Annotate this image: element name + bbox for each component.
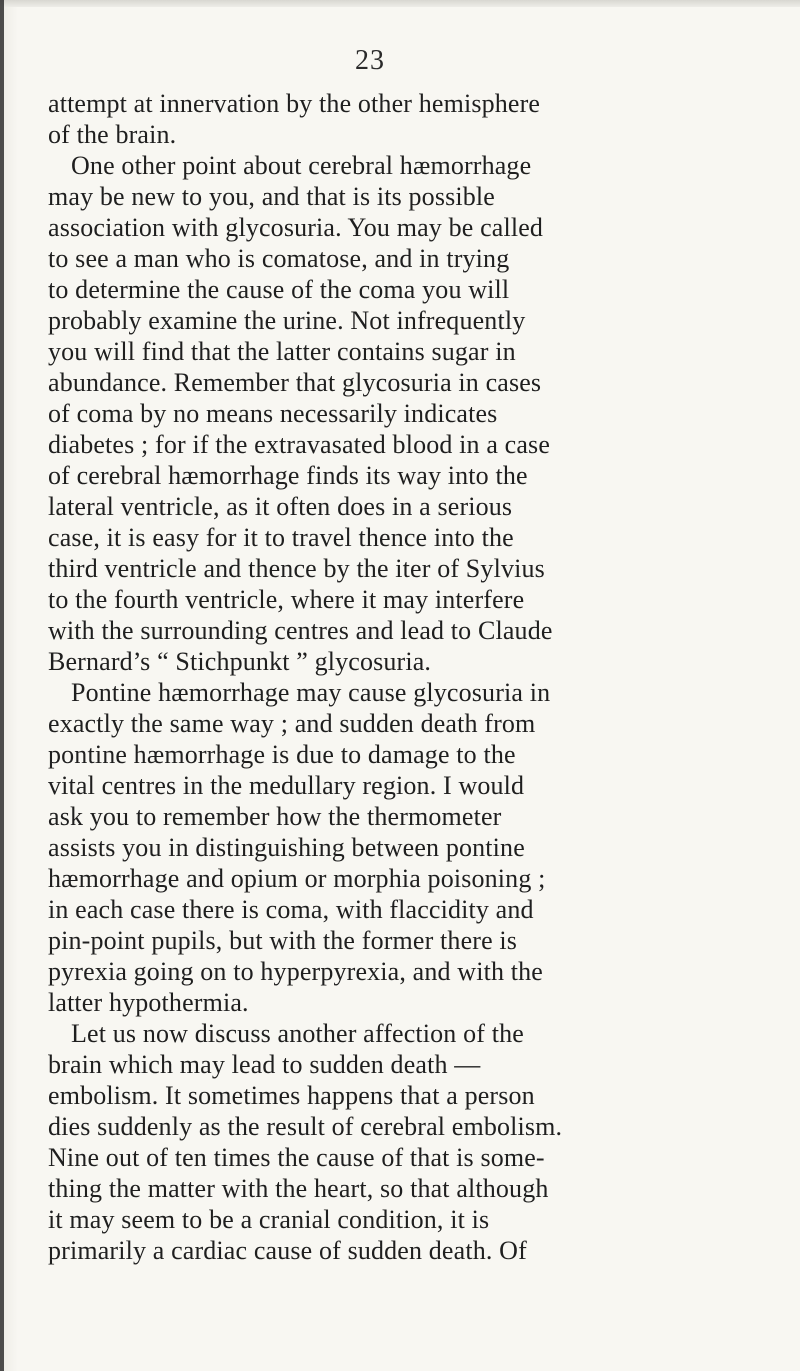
text-line: primarily a cardiac cause of sudden death. Of [48,1236,527,1265]
text-line: assists you in distinguishing between pontine [48,833,525,862]
text-line: may be new to you, and that is its possible [48,182,495,211]
text-line: attempt at innervation by the other hemisphere [48,89,541,118]
text-line: latter hypothermia. [48,988,249,1017]
text-line: lateral ventricle, as it often does in a serious [48,492,513,521]
text-line: association with glycosuria. You may be called [48,213,544,242]
text-line: of the brain. [48,120,177,149]
text-line: pin-point pupils, but with the former there is [48,926,518,955]
text-line: it may seem to be a cranial condition, it is [48,1205,490,1234]
text-line: vital centres in the medullary region. I would [48,771,525,800]
text-line: to see a man who is comatose, and in trying [48,244,510,273]
text-line: pyrexia going on to hyperpyrexia, and with the [48,957,543,986]
text-line: in each case there is coma, with flaccidity and [48,895,534,924]
text-line: probably examine the urine. Not infrequently [48,306,526,335]
text-line: of cerebral hæmorrhage finds its way into the [48,461,528,490]
text-line: third ventricle and thence by the iter of Sylvius [48,554,545,583]
text-line: exactly the same way ; and sudden death from [48,709,536,738]
text-line: abundance. Remember that glycosuria in cases [48,368,542,397]
text-line: case, it is easy for it to travel thence into the [48,523,514,552]
text-line: you will find that the latter contains sugar in [48,337,516,366]
text-line: of coma by no means necessarily indicates [48,399,498,428]
page-binding-edge [0,0,4,1371]
text-line: Bernard’s “ Stichpunkt ” glycosuria. [48,647,432,676]
text-line: One other point about cerebral hæmorrhage [71,151,532,180]
text-line: dies suddenly as the result of cerebral embolism. [48,1112,563,1141]
page-top-edge [0,0,800,7]
text-line: Let us now discuss another affection of the [71,1019,524,1048]
text-line: Nine out of ten times the cause of that is some- [48,1143,545,1172]
text-line: with the surrounding centres and lead to Claude [48,616,553,645]
text-line: ask you to remember how the thermometer [48,802,502,831]
text-line: Pontine hæmorrhage may cause glycosuria in [71,678,551,707]
text-line: diabetes ; for if the extravasated blood in a case [48,430,551,459]
text-line: to the fourth ventricle, where it may interfere [48,585,525,614]
page-number: 23 [355,45,385,76]
text-line: hæmorrhage and opium or morphia poisoning ; [48,864,546,893]
text-line: pontine hæmorrhage is due to damage to the [48,740,516,769]
text-line: brain which may lead to sudden death — [48,1050,481,1079]
text-line: embolism. It sometimes happens that a person [48,1081,535,1110]
text-line: to determine the cause of the coma you will [48,275,510,304]
body-text [48,88,748,1266]
text-line: thing the matter with the heart, so that although [48,1174,549,1203]
